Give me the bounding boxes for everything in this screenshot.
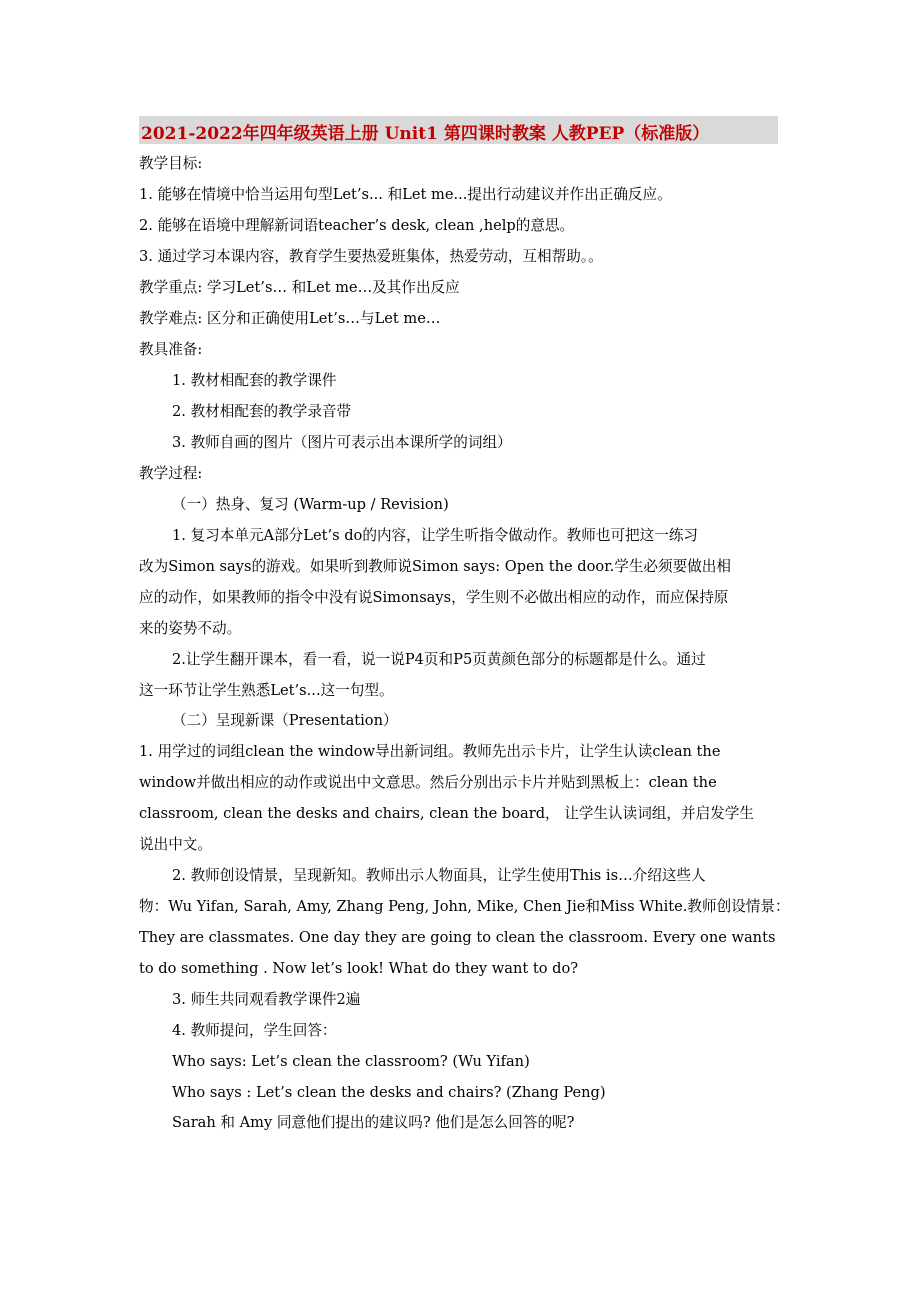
text-line: 1. 教材相配套的教学课件 bbox=[172, 372, 337, 389]
text-line: 改为Simon says的游戏。如果听到教师说Simon says: Open the door.学生必须要做出相 bbox=[139, 558, 731, 575]
text-line: 来的姿势不动。 bbox=[139, 620, 242, 637]
text-line: 3. 通过学习本课内容，教育学生要热爱班集体，热爱劳动，互相帮助。。 bbox=[139, 248, 603, 265]
text-line: window并做出相应的动作或说出中文意思。然后分别出示卡片并贴到黑板上：clean the bbox=[139, 774, 717, 791]
text-line: to do something . Now let’s look! What do they want to do? bbox=[139, 960, 579, 977]
text-line: 说出中文。 bbox=[139, 836, 212, 853]
text-line: 2. 能够在语境中理解新词语teacher’s desk, clean ,help的意思。 bbox=[139, 217, 575, 234]
text-line: （一）热身、复习 (Warm-up / Revision) bbox=[172, 496, 449, 513]
text-line: 1. 用学过的词组clean the window导出新词组。教师先出示卡片，让学生认读clean the bbox=[139, 743, 721, 760]
text-line: 2. 教材相配套的教学录音带 bbox=[172, 403, 352, 420]
text-line: 3. 教师自画的图片（图片可表示出本课所学的词组） bbox=[172, 434, 512, 451]
text-line: They are classmates. One day they are going to clean the classroom. Every one wants bbox=[139, 929, 776, 946]
text-line: Who says: Let’s clean the classroom? (Wu Yifan) bbox=[172, 1053, 530, 1070]
document-title: 2021-2022年四年级英语上册 Unit1 第四课时教案 人教PEP（标准版） bbox=[141, 124, 710, 144]
text-line: 1. 能够在情境中恰当运用句型Let’s... 和Let me...提出行动建议并作出正确反应。 bbox=[139, 186, 672, 203]
text-line: Sarah 和 Amy 同意他们提出的建议吗? 他们是怎么回答的呢? bbox=[172, 1114, 575, 1131]
text-line: 2.让学生翻开课本，看一看，说一说P4页和P5页黄颜色部分的标题都是什么。通过 bbox=[172, 651, 706, 668]
text-line: 应的动作，如果教师的指令中没有说Simonsays，学生则不必做出相应的动作，而应保持原 bbox=[139, 589, 729, 606]
text-line: 1. 复习本单元A部分Let’s do的内容，让学生听指令做动作。教师也可把这一练习 bbox=[172, 527, 699, 544]
text-line: 教具准备: bbox=[139, 341, 203, 358]
text-line: 4. 教师提问，学生回答： bbox=[172, 1022, 337, 1039]
text-line: classroom, clean the desks and chairs, clean the board， 让学生认读词组，并启发学生 bbox=[139, 805, 754, 822]
text-line: 教学难点: 区分和正确使用Let’s…与Let me… bbox=[139, 310, 441, 327]
text-line: 物：Wu Yifan, Sarah, Amy, Zhang Peng, John, Mike, Chen Jie和Miss White.教师创设情景： bbox=[139, 898, 790, 915]
text-line: 2. 教师创设情景，呈现新知。教师出示人物面具，让学生使用This is…介绍这些人 bbox=[172, 867, 706, 884]
text-line: 教学过程: bbox=[139, 465, 203, 482]
text-line: Who says : Let’s clean the desks and chairs? (Zhang Peng) bbox=[172, 1084, 606, 1101]
text-line: 这一环节让学生熟悉Let’s...这一句型。 bbox=[139, 682, 394, 699]
text-line: （二）呈现新课（Presentation） bbox=[172, 712, 398, 729]
text-line: 教学目标: bbox=[139, 155, 203, 172]
text-line: 教学重点: 学习Let’s… 和Let me…及其作出反应 bbox=[139, 279, 460, 296]
text-line: 3. 师生共同观看教学课件2遍 bbox=[172, 991, 361, 1008]
